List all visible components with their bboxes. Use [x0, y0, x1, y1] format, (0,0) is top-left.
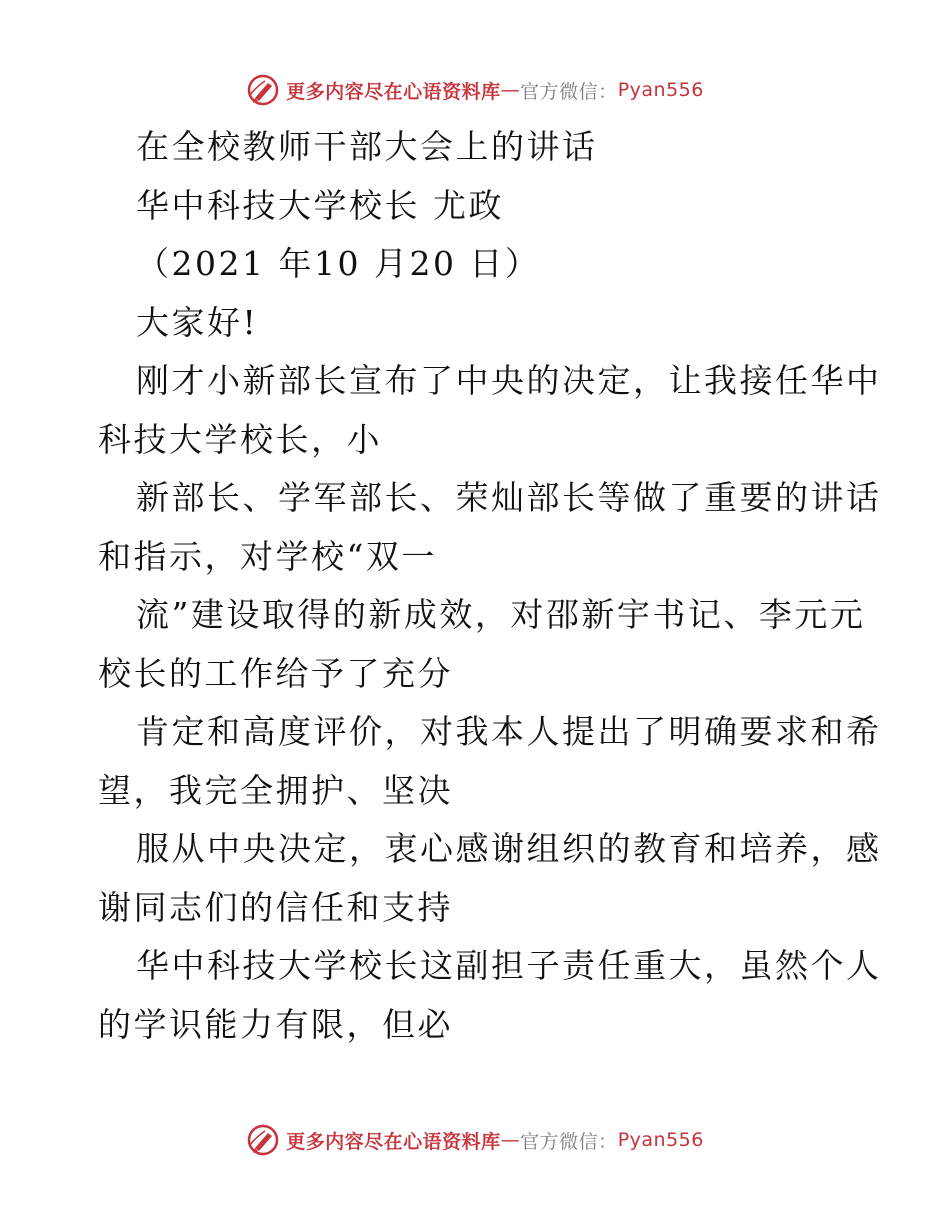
pen-logo-icon	[246, 73, 280, 107]
banner-dash: —	[500, 79, 521, 101]
paragraph-line: 的学识能力有限，但必	[98, 1004, 453, 1044]
paragraph-line: 科技大学校长，小	[98, 419, 382, 459]
paragraph-line: 新部长、学军部长、荣灿部长等做了重要的讲话	[136, 478, 882, 517]
footer-banner	[0, 1120, 950, 1160]
paragraph-line: 华中科技大学校长这副担子责任重大，虽然个人	[136, 946, 882, 985]
banner-wechat-id: Pyan556	[617, 1129, 704, 1151]
header-banner	[0, 70, 950, 110]
banner-site-name: 更多内容尽在心语资料库	[286, 80, 501, 103]
paragraph-line: 服从中央决定，衷心感谢组织的教育和培养，感	[136, 829, 882, 868]
date-line: （2021 年10 月20 日）	[136, 244, 541, 283]
document-body	[98, 118, 882, 1054]
document-title: 在全校教师干部大会上的讲话	[136, 127, 598, 166]
paragraph-line: 望，我完全拥护、坚决	[98, 770, 453, 810]
banner-dash: —	[500, 1129, 521, 1151]
paragraph-line: 和指示，对学校“双一	[98, 536, 437, 576]
paragraph-line: 刚才小新部长宣布了中央的决定，让我接任华中	[136, 361, 882, 400]
speaker-line: 华中科技大学校长 尤政	[136, 185, 504, 225]
paragraph-line: 谢同志们的信任和支持	[98, 887, 453, 927]
paragraph-line: 肯定和高度评价，对我本人提出了明确要求和希	[136, 712, 882, 751]
banner-wechat-label: 官方微信：	[520, 80, 618, 103]
banner-wechat-label: 官方微信：	[520, 1130, 618, 1153]
pen-logo-icon	[246, 1123, 280, 1157]
paragraph-line: 流”建设取得的新成效，对邵新宇书记、李元元	[136, 595, 866, 634]
banner-wechat-id: Pyan556	[617, 79, 704, 101]
banner-site-name: 更多内容尽在心语资料库	[286, 1130, 501, 1153]
paragraph-line: 校长的工作给予了充分	[98, 653, 453, 693]
greeting-line: 大家好!	[136, 302, 259, 342]
